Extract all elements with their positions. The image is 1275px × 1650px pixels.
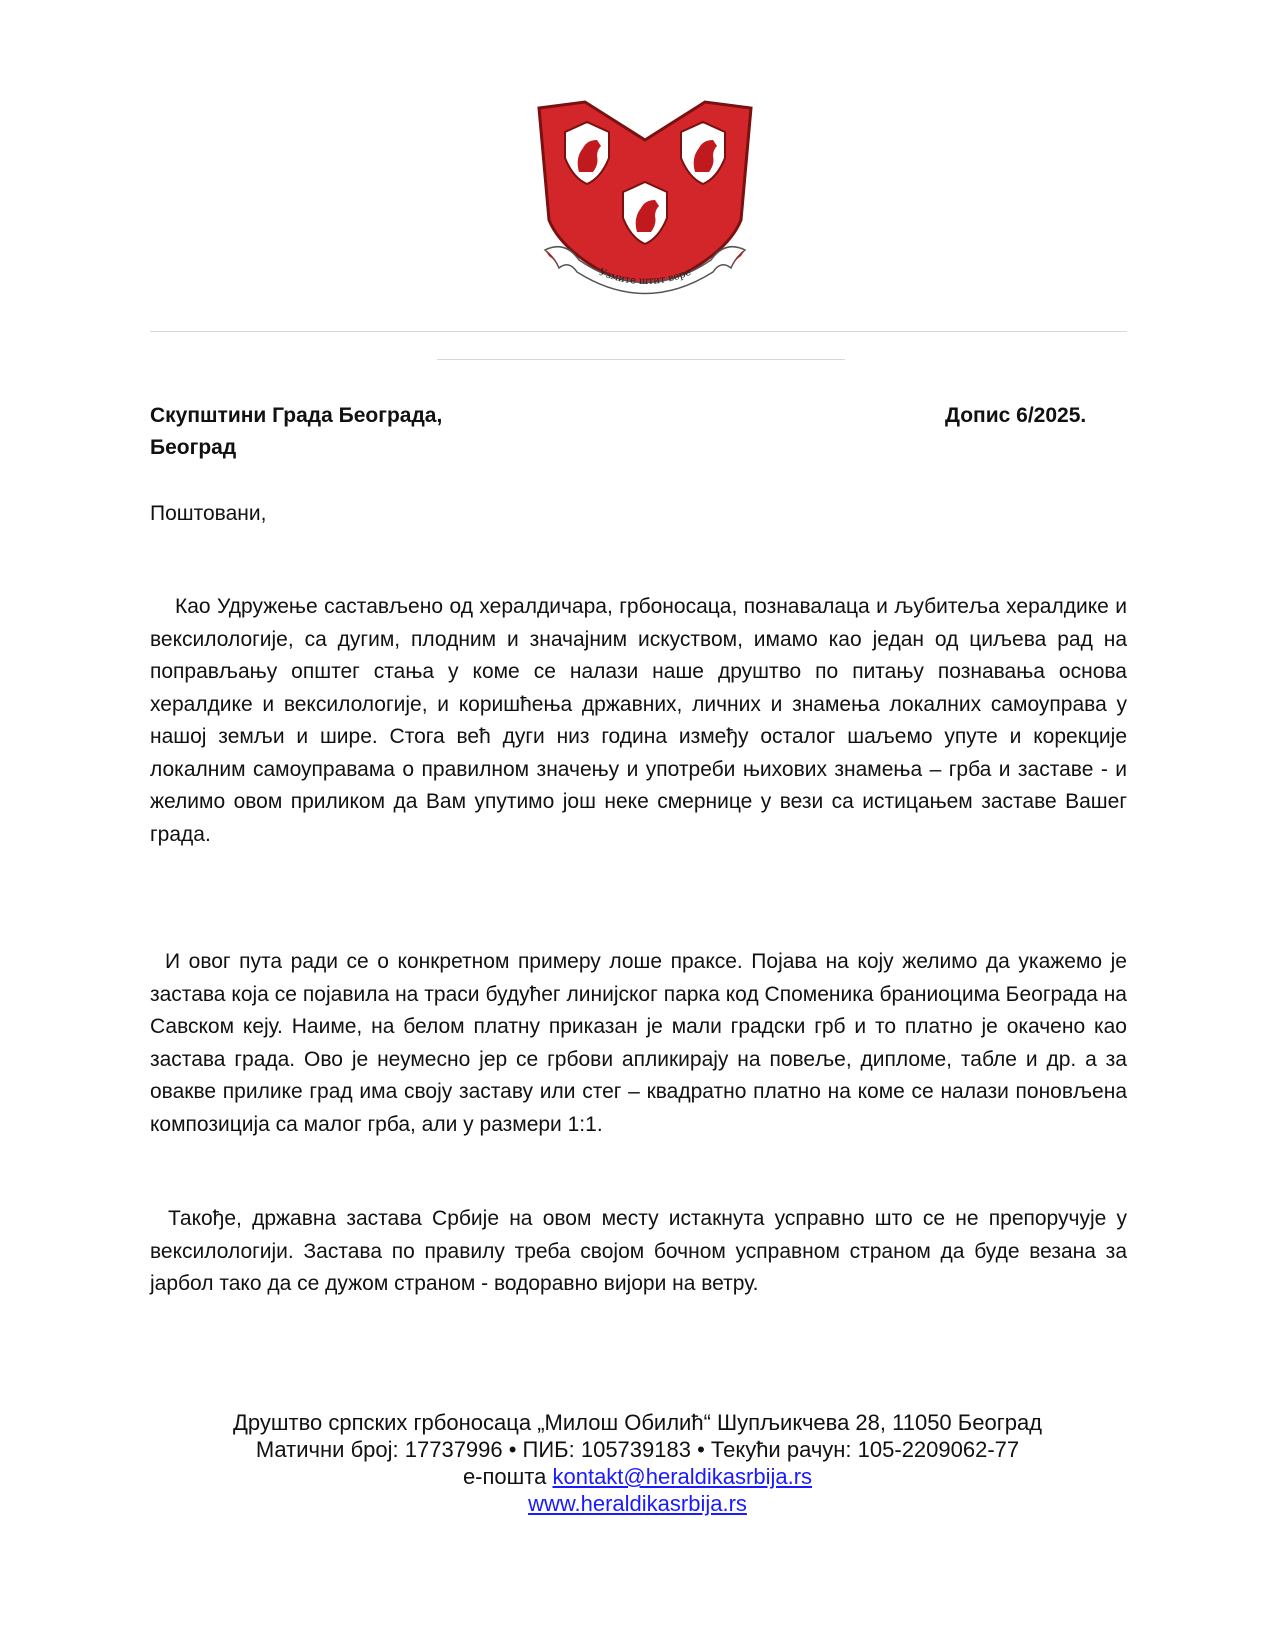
email-label: е-пошта — [462, 1464, 553, 1489]
footer — [0, 1409, 1275, 1517]
motto-text: Узмите штит вере — [597, 266, 693, 288]
footer-website-line — [0, 1490, 1275, 1517]
recipient-block — [150, 400, 442, 464]
recipient-line1: Скупштини Града Београда, — [150, 404, 443, 427]
paragraph-1: Као Удружење састављено од хералдичара, грбоносаца, познавалаца и љубитеља хералдике и вексилологије, са дугим, плодним и значајним искуством, имамо као један од циљева рад на поправљању општег стања у коме се налази наше друштво по питању познавања основа хералдике и вексилологије, и коришћења државних, личних и знамења локалних самоуправа у нашој земљи и шире. Стога већ дуги низ година између осталог шаљемо упуте и корекције локалним самоуправама о правилном значењу и употреби њихових знамења – грба и заставе - и желимо овом приликом да Вам упутимо још неке смернице у вези са истицањем заставе Вашег града. — [150, 595, 1127, 846]
footer-organization-address: Друштво српских грбоносаца „Милош Обилић“ Шупљикчева 28, 11050 Београд — [232, 1410, 1043, 1435]
website-link[interactable]: www.heraldikasrbija.rs — [528, 1491, 747, 1516]
reference-number: Допис 6/2025. — [945, 404, 1087, 427]
paragraph-3: Такође, државна застава Србије на овом месту истакнута усправно што се не препоручује у вексилологији. Застава по правилу треба својом бочном усправном страном да буде везана за јарбол тако да се дужом страном - водоравно вијори на ветру. — [150, 1207, 1127, 1295]
header-divider-short — [437, 359, 845, 360]
email-link[interactable]: kontakt@heraldikasrbija.rs — [552, 1464, 813, 1489]
header-divider — [150, 331, 1127, 332]
coat-of-arms-logo — [535, 100, 755, 315]
recipient-line2: Београд — [150, 436, 237, 459]
greeting: Поштовани, — [150, 502, 267, 525]
footer-email-line — [0, 1463, 1275, 1490]
paragraph-2: И овог пута ради се о конкретном примеру лоше праксе. Појава на коју желимо да укажемо је застава која се појавила на траси будућег линијског парка код Споменика браниоцима Београда на Савском кеју. Наиме, на белом платну приказан је мали градски грб и то платно је окачено као застава града. Ово је неумесно јер се грбови апликирају на повеље, дипломе, табле и др. а за овакве прилике град има своју заставу или стег – квадратно платно на коме се налази поновљена композиција са малог грба, али у размери 1:1. — [150, 950, 1127, 1136]
footer-registration-info: Матични број: 17737996 • ПИБ: 105739183 • Текући рачун: 105-2209062-77 — [255, 1437, 1020, 1462]
